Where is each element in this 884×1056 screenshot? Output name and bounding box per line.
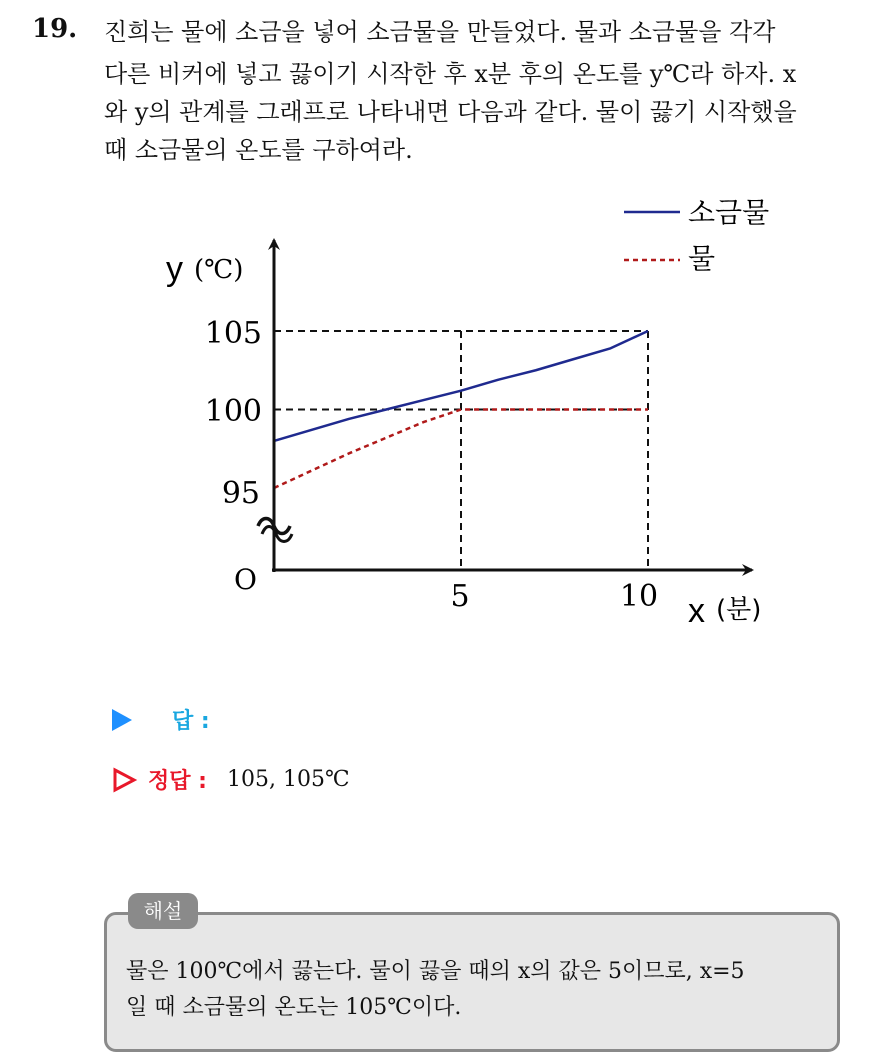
question-line-2: 다른 비커에 넣고 끓이기 시작한 후 x분 후의 온도를 y℃라 하자. x	[104, 60, 797, 88]
correct-answer-label: 정답 :	[148, 769, 207, 794]
legend-label-water: 물	[688, 242, 716, 275]
x-tick-label-5: 5	[450, 579, 470, 614]
answer-row	[112, 704, 210, 735]
legend	[624, 196, 769, 275]
question-line-3: 와 y의 관계를 그래프로 나타내면 다음과 같다. 물이 끓기 시작했을	[104, 98, 797, 126]
y-tick-label-105: 105	[204, 316, 262, 351]
y-tick-label-100: 100	[204, 394, 262, 429]
question-line-1: 진희는 물에 소금을 넣어 소금물을 만들었다. 물과 소금물을 각각	[104, 18, 776, 46]
explanation-tab: 해설	[128, 893, 198, 929]
correct-answer-value: 105, 105℃	[226, 767, 350, 792]
question-number: 19.	[32, 14, 78, 44]
explanation-line-2: 일 때 소금물의 온도는 105℃이다.	[126, 995, 462, 1020]
explanation-line-1: 물은 100℃에서 끓는다. 물이 끓을 때의 x의 값은 5이므로, x=5	[126, 959, 745, 984]
outline-triangle-icon	[112, 767, 138, 793]
reference-lines	[274, 331, 648, 570]
legend-label-saltwater: 소금물	[688, 196, 770, 229]
x-tick-label-10: 10	[619, 579, 659, 614]
play-triangle-icon	[112, 709, 132, 731]
y-axis-label: y	[166, 250, 183, 288]
x-axis-unit: (분)	[716, 595, 762, 625]
question-line-4: 때 소금물의 온도를 구하여라.	[104, 136, 413, 164]
correct-answer-row	[112, 764, 350, 795]
answer-label: 답 :	[172, 709, 210, 734]
x-axis-label: x	[688, 592, 705, 630]
y-axis-unit: (℃)	[194, 255, 244, 285]
y-tick-label-95: 95	[221, 476, 260, 511]
origin-label: O	[234, 563, 257, 596]
